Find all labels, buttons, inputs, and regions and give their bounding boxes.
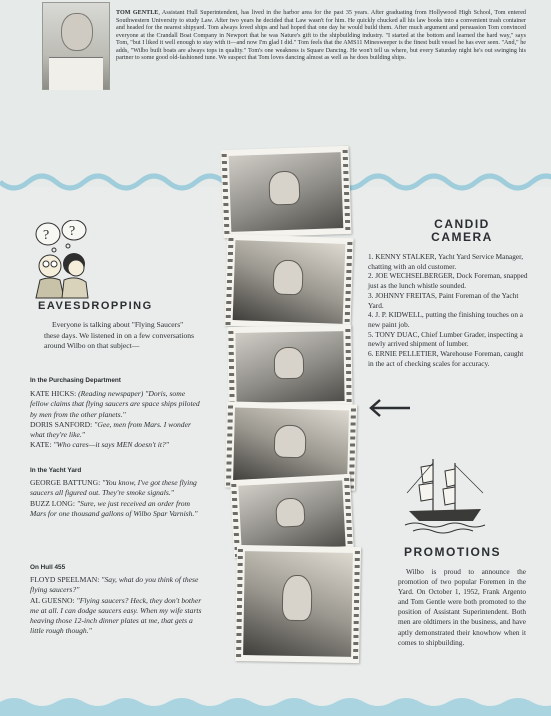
candid-caption: 4. J. P. KIDWELL, putting the finishing touches on a new paint job. <box>368 310 524 329</box>
speech-text: (Reading newspaper) "Doris, some fellow claims that flying saucers are space ships piloted by men from the other planets." <box>30 389 200 419</box>
portrait-face <box>61 13 93 51</box>
candid-caption: 5. TONY DUAC, Chief Lumber Grader, inspecting a newly arrived shipment of lumber. <box>368 329 523 349</box>
speaker-name: FLOYD SPEELMAN: <box>30 575 100 584</box>
candid-photo-6 <box>235 545 361 663</box>
eavesdropping-title: EAVESDROPPING <box>38 300 153 312</box>
svg-text:?: ? <box>69 224 76 239</box>
yacht-yard-heading: In the Yacht Yard <box>30 467 82 474</box>
photo-image <box>229 152 344 232</box>
candid-caption: 1. KENNY STALKER, Yacht Yard Service Manager, chatting with an old customer. <box>368 252 524 271</box>
candid-photo-1 <box>221 146 352 238</box>
speaker-name: BUZZ LONG: <box>30 498 75 508</box>
speech-text: "Gee, men from Mars. I wonder what they're like." <box>30 419 191 440</box>
speaker-name: GEORGE BATTUNG: <box>30 478 101 487</box>
candid-captions <box>368 252 528 368</box>
speech-text: "Say, what do you think of these flying saucers?" <box>30 575 199 595</box>
photo-figure <box>274 425 306 459</box>
purchasing-dialog <box>30 389 202 451</box>
tom-gentle-portrait <box>42 2 110 90</box>
photo-image <box>238 480 345 551</box>
candid-caption: 2. JOE WECHSELBERGER, Dock Foreman, snapped just as the lunch whistle sounded. <box>368 271 528 291</box>
bottom-wave-border <box>0 694 551 716</box>
film-perforation <box>226 401 233 487</box>
photo-image <box>233 408 349 485</box>
speech-text: "Sure, we just received an order from Mars for one thousand gallons of Wilbo Spar Varnish." <box>30 498 198 518</box>
bio-text: , Assistant Hull Superintendent, has lived in the harbor area for the past 35 years. After graduating from Hollywood High School, Tom entered Southwestern University to study Law. After two years he decided that Law wasn't for him. He quickly chucked all his law books into a convenient trash container and headed for the nearest shipyard. Tom always loved ships and had hoped that one day he would build them. After much argument and persuasion Tom convinced everyone at the Crandall Boat Company in Newport that he was Nature's gift to the shipbuilding industry. "I started at the bottom and learned the hard way," says Tom, "but I liked it well enough to stay with it—and now I'm glad I did." Tom feels that the AMS11 Minesweeper is the finest built vessel he has ever seen. "And," he adds, "Wilbo built boats are always tops in quality." Tom's one weakness is Square Dancing. He won't tell us where, but every Saturday night he's out swinging his partner to some good old-fashioned tune. We suspect that Tom loves dancing almost as well as he does building ships. <box>116 10 526 62</box>
hull-455-heading: On Hull 455 <box>30 564 66 571</box>
photo-figure <box>268 170 300 205</box>
candid-caption: 6. ERNIE PELLETIER, Warehouse Foreman, caught in the act of checking scales for accuracy. <box>368 349 524 368</box>
candid-title-line-1: CANDID <box>434 217 490 231</box>
portrait-shirt <box>49 57 103 90</box>
photo-figure <box>282 575 313 621</box>
left-arrow-icon <box>368 398 410 418</box>
sailing-ship-icon <box>403 453 489 535</box>
speech-text: "Who cares—it says MEN doesn't it?" <box>51 440 169 450</box>
promotions-text: Wilbo is proud to announce the promotion of two popular Foremen in the Yard. On October 1, 1952, Frank Argento and Tom Gentle were both promoted to the position of Assistant Superintendent. Both men are oldtimers in the business, and have aptly demonstrated their knowhow when it comes to shipbuilding. <box>398 567 526 647</box>
film-perforation <box>345 325 351 407</box>
speaker-name: KATE HICKS: <box>30 389 77 398</box>
speaker-name: AL GUESNO: <box>30 595 75 605</box>
candid-photo-3 <box>227 325 352 409</box>
speaker-name: KATE: <box>30 440 52 450</box>
photo-image <box>233 240 346 324</box>
question-couple-cartoon <box>30 220 120 300</box>
purchasing-heading: In the Purchasing Department <box>30 377 121 384</box>
yacht-yard-dialog <box>30 478 202 519</box>
photo-figure <box>273 347 304 379</box>
bio-name: TOM GENTLE <box>116 10 159 16</box>
hull-455-dialog <box>30 575 202 637</box>
film-perforation <box>236 545 243 661</box>
svg-text:?: ? <box>43 228 50 243</box>
photo-figure <box>275 497 306 528</box>
bio-paragraph <box>116 10 526 63</box>
promotions-title: PROMOTIONS <box>404 545 502 559</box>
photo-image <box>243 551 353 657</box>
speaker-name: DORIS SANFORD: <box>30 419 93 429</box>
photo-image <box>235 331 344 403</box>
speech-text: "Flying saucers? Heck, they don't bother me at all. I can dodge saucers easy. When my wife starts heaving those 12-inch dinner plates at me, that gets a little rough though." <box>30 595 202 636</box>
film-perforation <box>228 327 234 409</box>
candid-title-line-2: CAMERA <box>431 230 493 244</box>
film-perforation <box>344 238 352 330</box>
candid-caption: 3. JOHNNY FREITAS, Paint Foreman of the Yacht Yard. <box>368 290 519 310</box>
candid-photo-2 <box>224 234 353 330</box>
candid-camera-title <box>422 218 502 244</box>
photo-figure <box>272 259 304 296</box>
speech-text: "You know, I've got these flying saucers all figured out. They're smoke signals." <box>30 478 197 498</box>
film-perforation <box>353 547 360 663</box>
eavesdropping-intro: Everyone is talking about "Flying Saucers" these days. We listened in on a few conversations around Wilbo on that subject— <box>44 320 195 351</box>
